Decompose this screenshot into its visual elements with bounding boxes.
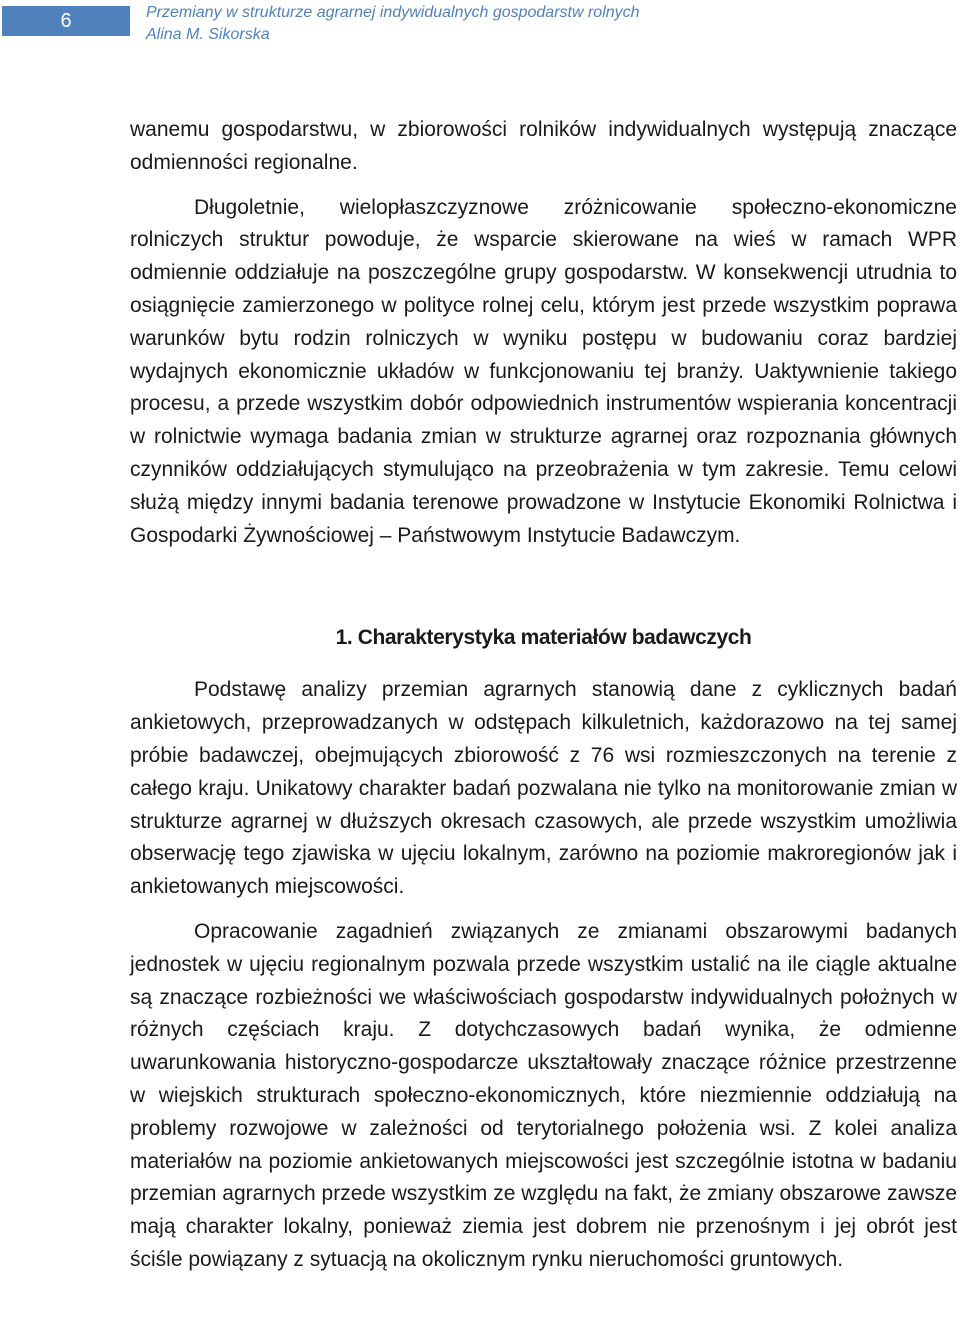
running-title: Przemiany w strukturze agrarnej indywidualnych gospodarstw rolnych [146,4,640,21]
paragraph-research-basis: Podstawę analizy przemian agrarnych stanowią dane z cyklicznych badań ankietowych, przeprowadzanych w odstępach kilkuletnich, każdorazowo na tej samej próbie badawczej, obejmujących zbiorowość z 76 wsi rozmieszczonych na terenie z całego kraju. Unikatowy charakter badań pozwalana nie tylko na monitorowanie zmian w strukturze agrarnej w dłuższych okresach czasowych, ale przede wszystkim umożliwia obserwację tego zjawiska w ujęciu lokalnym, zarówno na poziomie makroregionów jak i ankietowanych miejscowości. [130,678,957,899]
paragraph-structures: Długoletnie, wielopłaszczyznowe zróżnicowanie społeczno-ekonomiczne rolniczych struktur powoduje, że wsparcie skierowane na wieś w ramach WPR odmiennie oddziałuje na poszczególne grupy gospodarstw. W konsekwencji utrudnia to osiągnięcie zamierzonego w polityce rolnej celu, którym jest przede wszystkim poprawa warunków bytu rodzin rolniczych w wyniku postępu w budowaniu coraz bardziej wydajnych ekonomicznie układów w funkcjonowaniu tej branży. Uaktywnienie takiego procesu, a przede wszystkim dobór odpowiednich instrumentów wspierania koncentracji w rolnictwie wymaga badania zmian w strukturze agrarnej oraz rozpoznania głównych czynników oddziałujących stymulująco na przeobrażenia w tym zakresie. Temu celowi służą między innymi badania terenowe prowadzone w Instytucie Ekonomiki Rolnictwa i Gospodarki Żywnościowej – Państwowym Instytucie Badawczym. [130,195,957,547]
paragraph-continuation: wanemu gospodarstwu, w zbiorowości rolników indywidualnych występują znaczące odmienności regionalne. [130,118,957,174]
section-heading: 1. Charakterystyka materiałów badawczych [335,626,752,650]
page-body [130,114,957,1277]
page-number: 6 [2,6,130,36]
page-header [0,0,960,52]
paragraph-regional-analysis: Opracowanie zagadnień związanych ze zmianami obszarowymi badanych jednostek w ujęciu regionalnym pozwala przede wszystkim ustalić na ile ciągle aktualne są znaczące rozbieżności we właściwościach gospodarstw indywidualnych położnych w różnych częściach kraju. Z dotychczasowych badań wynika, że odmienne uwarunkowania historyczno-gospodarcze ukształtowały znaczące różnice przestrzenne w wiejskich strukturach społeczno-ekonomicznych, które niezmiennie oddziałują na problemy rozwojowe w zależności od terytorialnego położenia wsi. Z kolei analiza materiałów na poziomie ankietowanych miejscowości jest szczególnie istotna w badaniu przemian agrarnych przede wszystkim ze względu na fakt, że zmiany obszarowe zawsze mają charakter lokalny, ponieważ ziemia jest dobrem nie przenośnym i jej obrót jest ściśle powiązany z sytuacją na okolicznym rynku nieruchomości gruntowych. [130,919,957,1271]
running-author: Alina M. Sikorska [146,26,270,43]
